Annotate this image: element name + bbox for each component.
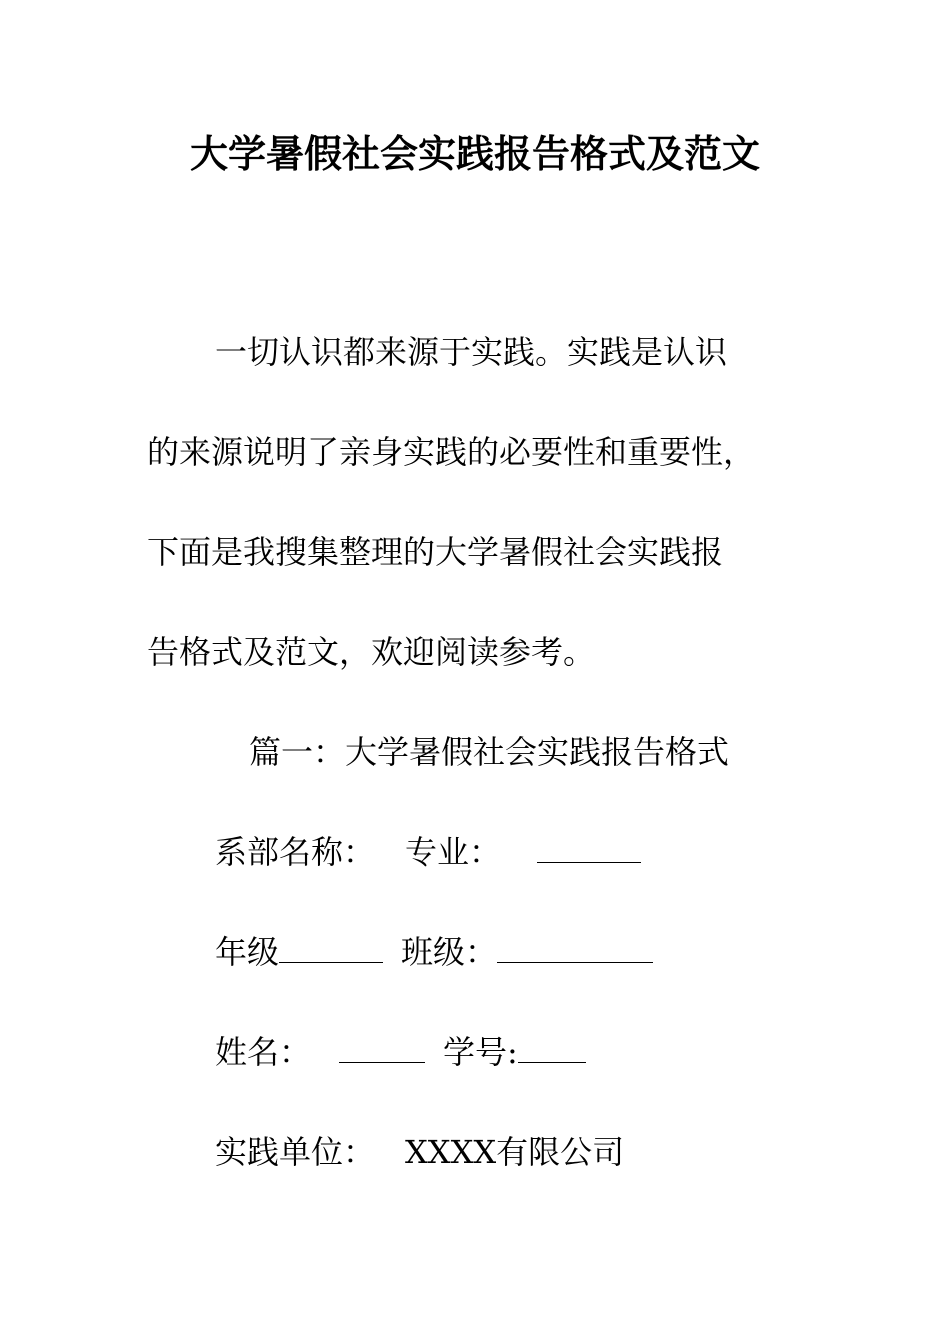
form-row-department	[147, 802, 787, 902]
class-blank	[497, 936, 653, 963]
major-blank	[537, 836, 641, 863]
form-row-grade	[147, 902, 787, 1002]
student-id-blank	[518, 1036, 586, 1063]
major-label: 专业：	[405, 833, 502, 871]
student-id-label: 学号:	[443, 1033, 518, 1071]
intro-line-2: 的来源说明了亲身实践的必要性和重要性，	[147, 433, 756, 471]
practice-unit-value: XXXX有限公司	[405, 1133, 625, 1171]
name-blank	[339, 1036, 425, 1063]
practice-unit-label: 实践单位：	[215, 1133, 376, 1171]
department-label: 系部名称：	[215, 833, 376, 871]
grade-label: 年级	[215, 933, 280, 971]
class-label: 班级：	[401, 933, 498, 971]
grade-blank	[279, 936, 383, 963]
name-label: 姓名：	[215, 1033, 312, 1071]
form-row-name	[147, 1002, 787, 1102]
intro-line-4: 告格式及范文，欢迎阅读参考。	[147, 633, 596, 671]
intro-line-1: 一切认识都来源于实践。实践是认识	[215, 333, 728, 371]
form-row-practice-unit	[147, 1102, 787, 1202]
document-title: 大学暑假社会实践报告格式及范文	[189, 131, 760, 176]
intro-line-3: 下面是我搜集整理的大学暑假社会实践报	[147, 533, 724, 571]
document-body	[147, 302, 787, 1202]
section-heading: 篇一：大学暑假社会实践报告格式	[249, 733, 730, 771]
